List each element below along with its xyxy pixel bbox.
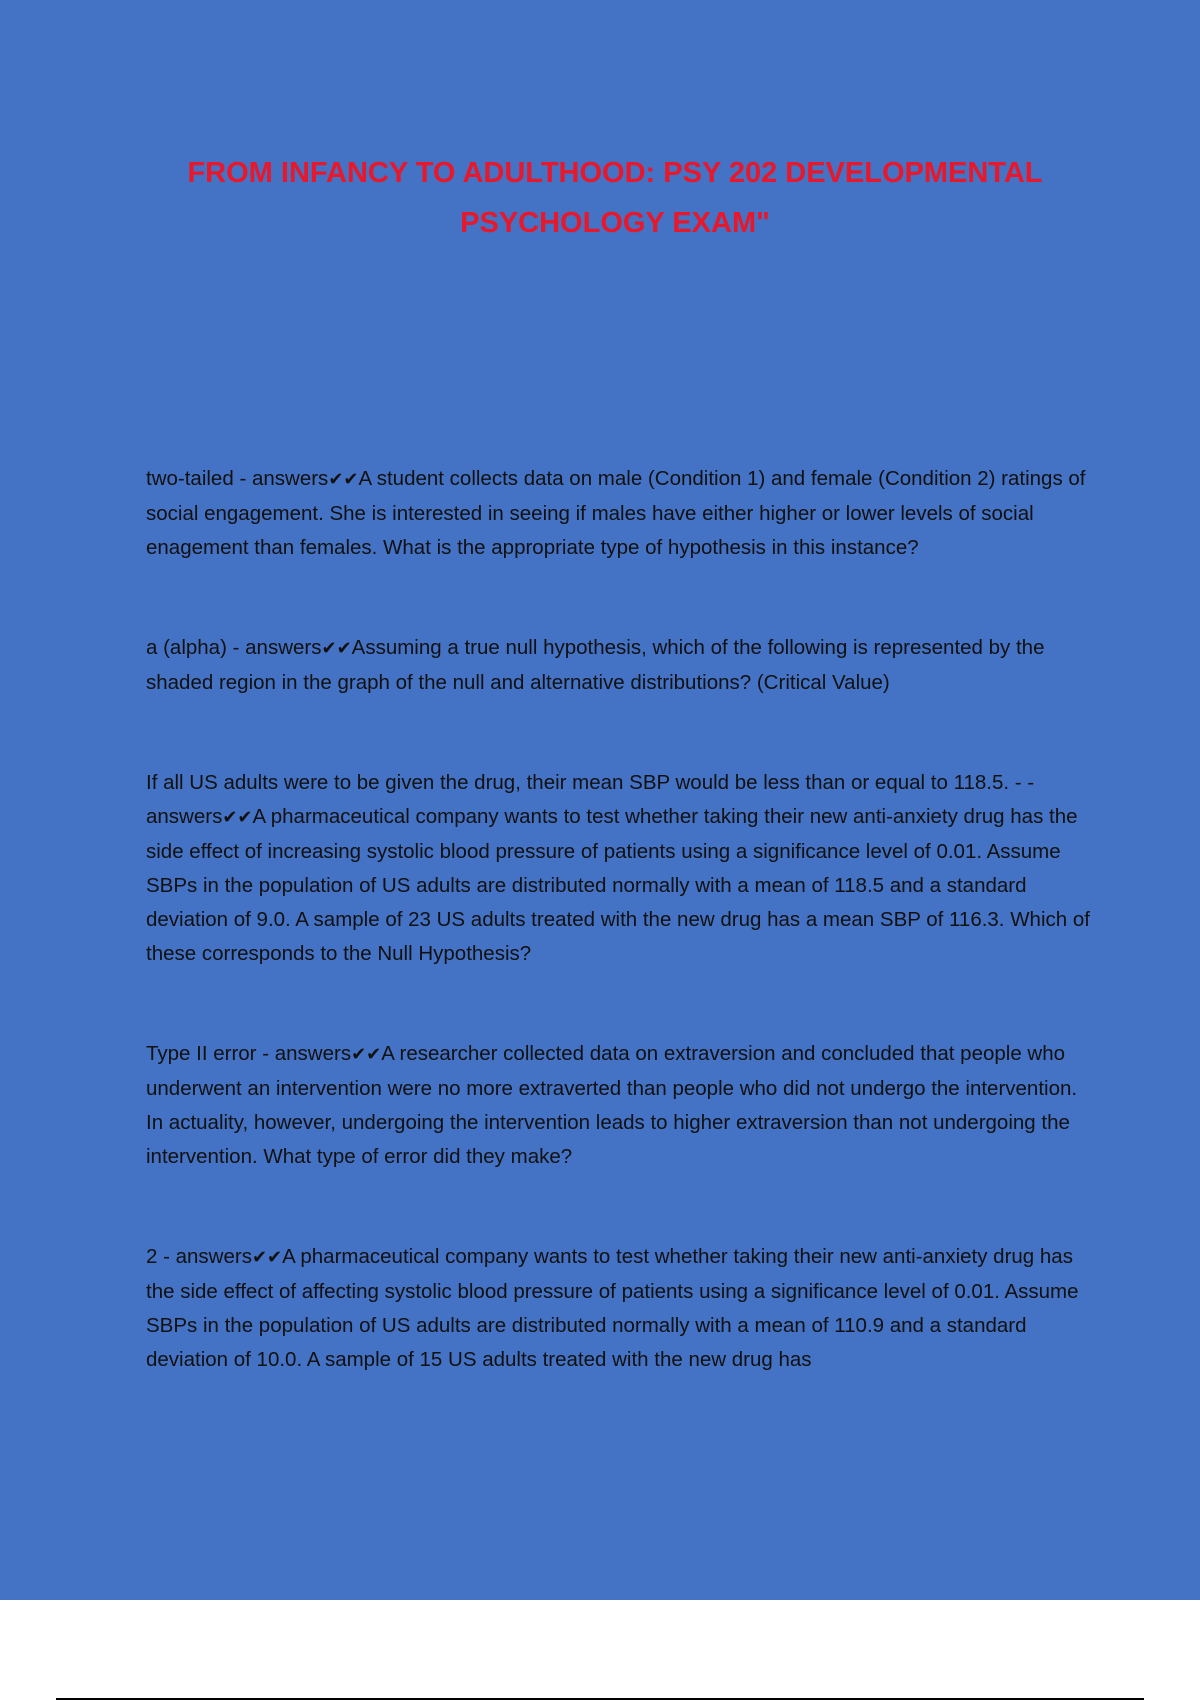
double-check-icon: ✔✔ — [351, 1044, 382, 1065]
answers-label: - answers — [146, 771, 1035, 828]
double-check-icon: ✔✔ — [328, 469, 359, 490]
double-check-icon: ✔✔ — [222, 807, 253, 828]
answer-text: 2 — [146, 1245, 158, 1268]
qa-item-3 — [146, 766, 1096, 971]
document-title: FROM INFANCY TO ADULTHOOD: PSY 202 DEVELOPMENTAL PSYCHOLOGY EXAM" — [187, 157, 1043, 239]
answer-text: two-tailed — [146, 467, 234, 490]
double-check-icon: ✔✔ — [321, 638, 352, 659]
answers-label: - answers — [256, 1042, 352, 1065]
qa-list — [146, 462, 1096, 1443]
question-text: A pharmaceutical company wants to test whether taking their new anti-anxiety drug has the side effect of affecting systolic blood pressure of patients using a significance level of 0.01. Assume SBPs in the population of US adults are distributed normally with a mean of 110.9 and a standard deviation of 10.0. A sample of 15 US adults treated with the new drug has — [146, 1245, 1079, 1371]
answer-text: Type II error — [146, 1042, 257, 1065]
answers-label: - answers — [233, 467, 329, 490]
qa-item-5 — [146, 1240, 1096, 1377]
qa-item-1 — [146, 462, 1096, 565]
qa-item-2 — [146, 631, 1096, 700]
answer-text: If all US adults were to be given the drug, their mean SBP would be less than or equal to 118.5. - — [146, 771, 1022, 794]
question-text: Assuming a true null hypothesis, which of the following is represented by the shaded region in the graph of the null and alternative distributions? (Critical Value) — [146, 636, 1045, 694]
question-text: A researcher collected data on extraversion and concluded that people who underwent an intervention were no more extraverted than people who did not undergo the intervention. In actuality, however, undergoing the intervention leads to higher extraversion than not undergoing the intervention. What type of error did they make? — [146, 1042, 1078, 1168]
question-text: A pharmaceutical company wants to test whether taking their new anti-anxiety drug has the side effect of increasing systolic blood pressure of patients using a significance level of 0.01. Assume SBPs in the population of US adults are distributed normally with a mean of 118.5 and a standard deviation of 9.0. A sample of 23 US adults treated with the new drug has a mean SBP of 116.3. Which of these corresponds to the Null Hypothesis? — [146, 805, 1090, 965]
answer-text: a (alpha) — [146, 636, 227, 659]
double-check-icon: ✔✔ — [251, 1247, 283, 1268]
qa-item-4 — [146, 1037, 1096, 1174]
answers-label: - answers — [226, 636, 322, 659]
answers-label: - answers — [157, 1245, 252, 1268]
question-text: A student collects data on male (Condition 1) and female (Condition 2) ratings of social engagement. She is interested in seeing if males have either higher or lower levels of social enagement than females. What is the appropriate type of hypothesis in this instance? — [146, 467, 1086, 559]
